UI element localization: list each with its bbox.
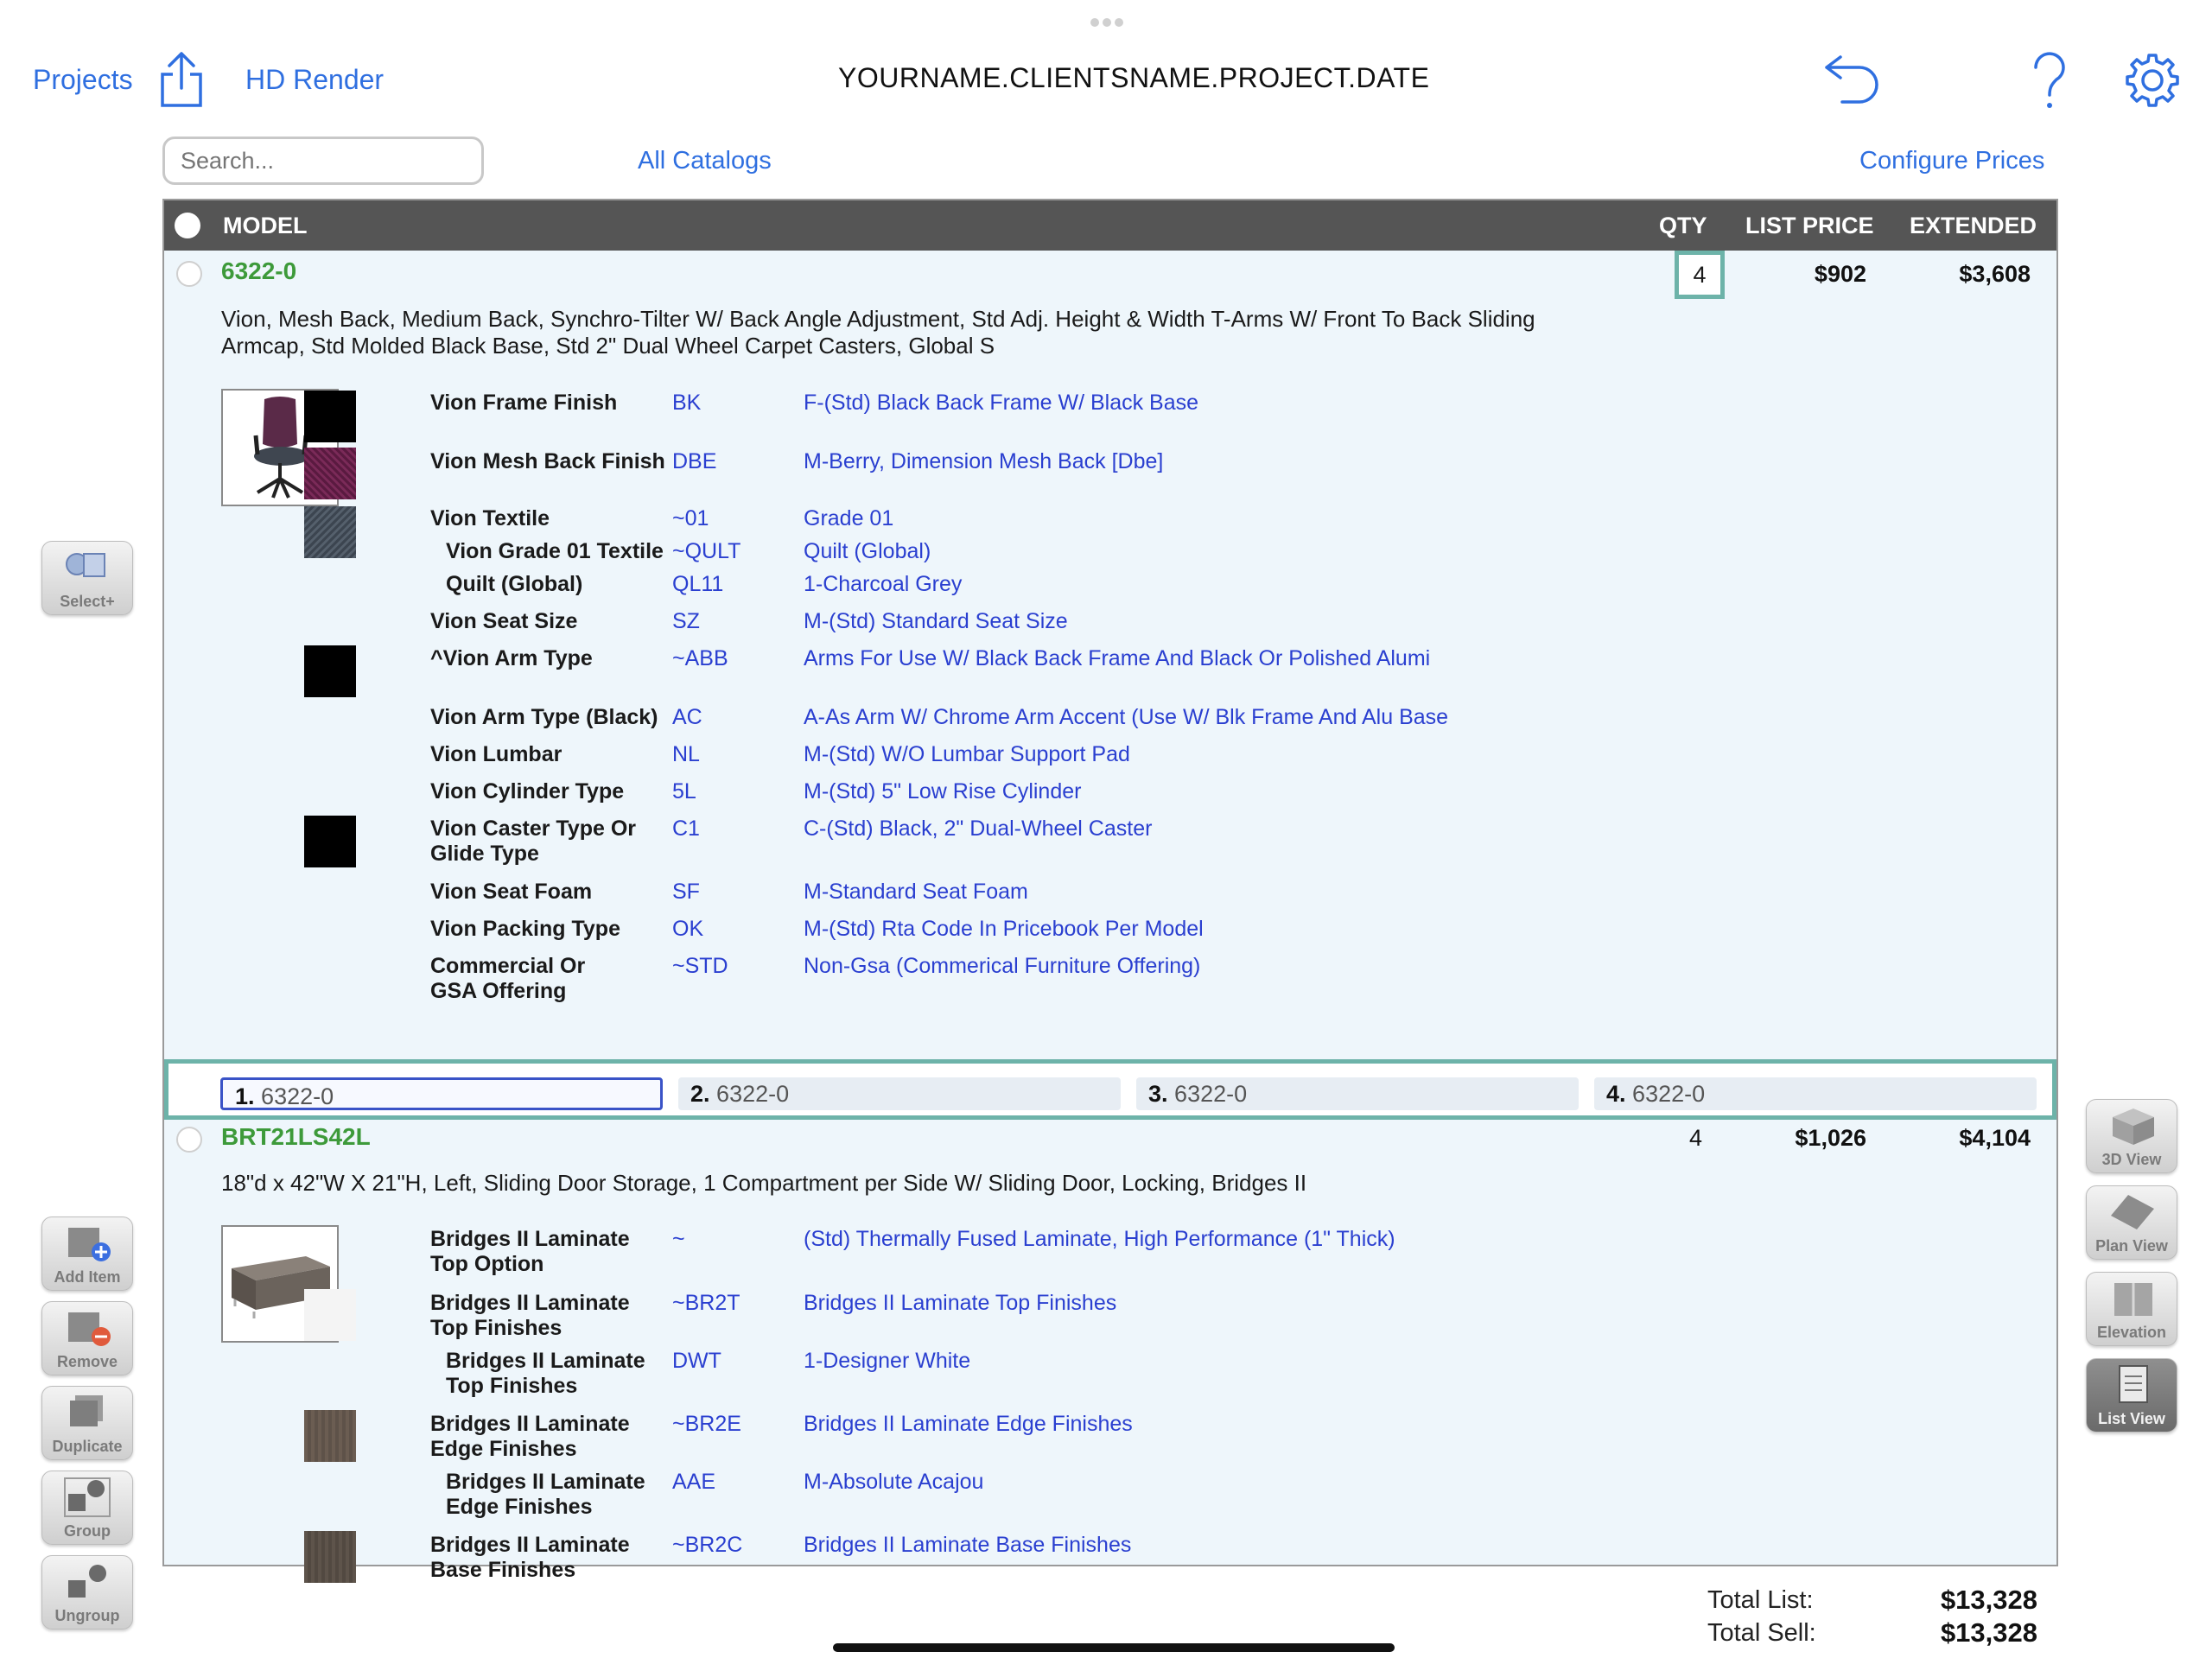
base-finish-swatch [304, 1531, 356, 1583]
option-value[interactable]: A-As Arm W/ Chrome Arm Accent (Use W/ Blk Frame And Alu Base [804, 705, 1449, 729]
option-label: Bridges II Laminate [446, 1349, 645, 1373]
option-code[interactable]: SF [672, 880, 700, 904]
window-grabber[interactable] [1090, 16, 1128, 26]
option-value[interactable]: M-(Std) Rta Code In Pricebook Per Model [804, 917, 1204, 941]
option-code[interactable]: C1 [672, 816, 700, 841]
option-label: GSA Offering [430, 979, 567, 1003]
all-catalogs-button[interactable]: All Catalogs [638, 147, 772, 175]
option-code[interactable]: ~STD [672, 954, 728, 978]
option-value[interactable]: Bridges II Laminate Top Finishes [804, 1291, 1117, 1315]
option-label: Vion Grade 01 Textile [446, 539, 664, 563]
group-icon [63, 1477, 115, 1518]
col-model: MODEL [223, 213, 308, 238]
instance-tab[interactable]: 1. 6322-0 [220, 1077, 663, 1110]
option-label: Bridges II Laminate [430, 1412, 630, 1436]
option-label: Quilt (Global) [446, 572, 583, 596]
3d-view-tool[interactable]: 3D View [2086, 1099, 2177, 1173]
option-label: Top Finishes [430, 1316, 563, 1340]
plan-view-tool[interactable]: Plan View [2086, 1185, 2177, 1260]
option-label: Top Finishes [446, 1374, 578, 1398]
total-sell-label: Total Sell: [1707, 1619, 1816, 1647]
item-select-radio[interactable] [176, 261, 202, 287]
edge-finish-swatch [304, 1410, 356, 1462]
list-view-icon [2107, 1364, 2159, 1406]
undo-icon[interactable] [1821, 54, 1884, 104]
search-input[interactable] [162, 137, 484, 185]
list-price: $1,026 [1795, 1125, 1866, 1151]
total-list-label: Total List: [1707, 1586, 1814, 1614]
option-value[interactable]: Bridges II Laminate Edge Finishes [804, 1412, 1133, 1436]
select-plus-tool[interactable]: Select+ [41, 541, 133, 615]
option-label: Vion Seat Foam [430, 880, 593, 904]
option-code[interactable]: DBE [672, 449, 717, 473]
plan-view-icon [2107, 1191, 2159, 1233]
arm-type-swatch [304, 645, 356, 697]
option-value[interactable]: 1-Designer White [804, 1349, 971, 1373]
option-value[interactable]: M-Berry, Dimension Mesh Back [Dbe] [804, 449, 1164, 473]
total-sell-value: $13,328 [1940, 1617, 2037, 1648]
option-label: Commercial Or [430, 954, 586, 978]
option-label: Top Option [430, 1252, 544, 1276]
select-all-radio[interactable] [175, 213, 200, 238]
extended-price: $4,104 [1959, 1125, 2031, 1151]
duplicate-tool[interactable]: Duplicate [41, 1386, 133, 1460]
add-item-icon [63, 1223, 115, 1264]
option-label: Edge Finishes [430, 1437, 577, 1461]
option-code[interactable]: AC [672, 705, 702, 729]
option-label: Bridges II Laminate [446, 1470, 645, 1494]
projects-link[interactable]: Projects [33, 64, 133, 95]
items-table [162, 199, 2058, 1582]
option-value[interactable]: M-(Std) W/O Lumbar Support Pad [804, 742, 1130, 766]
item-model-number[interactable]: 6322-0 [221, 257, 297, 284]
option-value[interactable]: Arms For Use W/ Black Back Frame And Black Or Polished Alumi [804, 646, 1431, 670]
extended-price: $3,608 [1959, 261, 2031, 287]
option-label: Bridges II Laminate [430, 1227, 630, 1251]
option-value[interactable]: F-(Std) Black Back Frame W/ Black Base [804, 391, 1199, 415]
elevation-tool[interactable]: Elevation [2086, 1272, 2177, 1346]
table-header [164, 200, 2056, 251]
item-description-line-1: 18"d x 42"W X 21"H, Left, Sliding Door Storage, 1 Compartment per Side W/ Sliding Door, Locking, Bridges II [221, 1170, 1307, 1196]
option-label: Edge Finishes [446, 1495, 593, 1519]
option-label: ^Vion Arm Type [430, 646, 593, 670]
item-description-line-1: Vion, Mesh Back, Medium Back, Synchro-Tilter W/ Back Angle Adjustment, Std Adj. Height & Width T-Arms W/ Front To Back Sliding [221, 306, 1535, 332]
option-value[interactable]: Non-Gsa (Commerical Furniture Offering) [804, 954, 1201, 978]
option-value[interactable]: M-Absolute Acajou [804, 1470, 984, 1494]
list-view-tool[interactable]: List View [2086, 1358, 2177, 1432]
col-qty: QTY [1659, 213, 1707, 238]
option-label: Vion Mesh Back Finish [430, 449, 665, 473]
option-code[interactable]: ~ [672, 1227, 685, 1251]
option-code[interactable]: NL [672, 742, 700, 766]
home-indicator[interactable] [833, 1643, 1395, 1652]
option-code[interactable]: DWT [672, 1349, 721, 1373]
option-value[interactable]: Grade 01 [804, 506, 894, 530]
select-plus-icon [63, 547, 115, 588]
instance-tab[interactable]: 3. 6322-0 [1136, 1077, 1579, 1110]
elevation-icon [2107, 1278, 2159, 1319]
hd-render-button[interactable]: HD Render [245, 64, 385, 95]
share-icon[interactable] [157, 50, 206, 109]
project-title: YOURNAME.CLIENTSNAME.PROJECT.DATE [838, 62, 1430, 93]
ungroup-icon [63, 1561, 115, 1603]
instance-tab[interactable]: 4. 6322-0 [1594, 1077, 2037, 1110]
option-code[interactable]: ~01 [672, 506, 709, 530]
option-label: Vion Cylinder Type [430, 779, 625, 804]
option-value[interactable]: 1-Charcoal Grey [804, 572, 963, 596]
add-item-tool[interactable]: Add Item [41, 1217, 133, 1291]
option-value[interactable]: M-(Std) Standard Seat Size [804, 609, 1068, 633]
col-list-price: LIST PRICE [1745, 213, 1874, 238]
option-label: Glide Type [430, 842, 539, 866]
instance-tab[interactable]: 2. 6322-0 [678, 1077, 1121, 1110]
top-finish-swatch [304, 1289, 356, 1341]
option-label: Vion Seat Size [430, 609, 578, 633]
item-model-number[interactable]: BRT21LS42L [221, 1123, 371, 1150]
col-extended: EXTENDED [1910, 213, 2037, 238]
option-label: Vion Packing Type [430, 917, 620, 941]
remove-icon [63, 1307, 115, 1349]
item-select-radio[interactable] [176, 1127, 202, 1153]
option-code[interactable]: ~BR2C [672, 1533, 743, 1557]
instance-bar [164, 1059, 2056, 1120]
mesh-back-swatch [304, 448, 356, 499]
option-value[interactable]: C-(Std) Black, 2" Dual-Wheel Caster [804, 816, 1153, 841]
item-description-line-2: Armcap, Std Molded Black Base, Std 2" Dual Wheel Carpet Casters, Global S [221, 333, 995, 359]
option-value[interactable]: Quilt (Global) [804, 539, 931, 563]
help-icon[interactable] [2031, 50, 2069, 111]
settings-gear-icon[interactable] [2124, 52, 2181, 109]
option-code[interactable]: 5L [672, 779, 696, 804]
option-label: Vion Textile [430, 506, 550, 530]
option-value[interactable]: M-(Std) 5" Low Rise Cylinder [804, 779, 1082, 804]
option-value[interactable]: M-Standard Seat Foam [804, 880, 1028, 904]
quantity-field[interactable]: 4 [1688, 1125, 1702, 1151]
option-code[interactable]: ~ABB [672, 646, 728, 670]
option-code[interactable]: QL11 [672, 572, 724, 596]
option-label: Vion Arm Type (Black) [430, 705, 658, 729]
option-value[interactable]: Bridges II Laminate Base Finishes [804, 1533, 1132, 1557]
option-code[interactable]: OK [672, 917, 704, 941]
option-code[interactable]: AAE [672, 1470, 716, 1494]
option-label: Bridges II Laminate [430, 1291, 630, 1315]
duplicate-icon [63, 1392, 115, 1433]
option-label: Bridges II Laminate [430, 1533, 630, 1557]
option-code[interactable]: SZ [672, 609, 700, 633]
cube-icon [2107, 1105, 2159, 1147]
frame-finish-swatch [304, 391, 356, 442]
total-list-value: $13,328 [1940, 1585, 2037, 1615]
caster-swatch [304, 816, 356, 867]
configure-prices-button[interactable]: Configure Prices [1859, 147, 2045, 175]
quantity-field[interactable]: 4 [1675, 251, 1725, 299]
option-label: Vion Lumbar [430, 742, 563, 766]
option-code[interactable]: BK [672, 391, 702, 415]
remove-tool[interactable]: Remove [41, 1301, 133, 1375]
option-code[interactable]: ~BR2E [672, 1412, 741, 1436]
list-price: $902 [1814, 261, 1866, 287]
option-label: Base Finishes [430, 1558, 576, 1582]
option-code[interactable]: ~QULT [672, 539, 741, 563]
option-label: Vion Frame Finish [430, 391, 618, 415]
option-value[interactable]: (Std) Thermally Fused Laminate, High Performance (1" Thick) [804, 1227, 1395, 1251]
ungroup-tool[interactable]: Ungroup [41, 1555, 133, 1629]
group-tool[interactable]: Group [41, 1471, 133, 1545]
option-label: Vion Caster Type Or [430, 816, 637, 841]
textile-swatch [304, 506, 356, 558]
option-code[interactable]: ~BR2T [672, 1291, 741, 1315]
